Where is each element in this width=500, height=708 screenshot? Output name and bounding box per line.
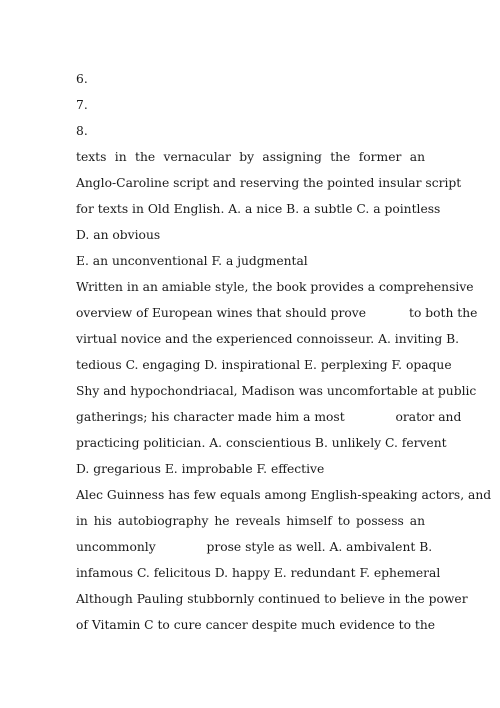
text-line: Written in an amiable style, the book provides a comprehensive: [76, 280, 474, 294]
question-number-8: 8.: [76, 124, 88, 138]
answer-choice-line: D. gregarious E. improbable F. effective: [76, 462, 325, 476]
question-number-7: 7.: [76, 98, 88, 112]
text-line: of Vitamin C to cure cancer despite much evidence to the: [76, 618, 436, 632]
text-line: virtual novice and the experienced connoisseur. A. inviting B.: [76, 332, 460, 346]
text-line-with-blank: uncommonly prose style as well. A. ambivalent B.: [76, 540, 433, 554]
text-line: texts in the vernacular by assigning the former an: [76, 150, 425, 164]
text-line: practicing politician. A. conscientious B. unlikely C. fervent: [76, 436, 447, 450]
text-line: Anglo-Caroline script and reserving the pointed insular script: [76, 176, 462, 190]
text-line: tedious C. engaging D. inspirational E. perplexing F. opaque: [76, 358, 452, 372]
text-line: Shy and hypochondriacal, Madison was uncomfortable at public: [76, 384, 477, 398]
text-line: Alec Guinness has few equals among English-speaking actors, and: [76, 488, 492, 502]
answer-choice-line: infamous C. felicitous D. happy E. redundant F. ephemeral: [76, 566, 441, 580]
text-line-with-blank: gatherings; his character made him a most orator and: [76, 410, 462, 424]
text-line: for texts in Old English. A. a nice B. a subtle C. a pointless: [76, 202, 441, 216]
text-line: in his autobiography he reveals himself to possess an: [76, 514, 425, 528]
document-page: [76, 66, 492, 638]
answer-choice-line: D. an obvious: [76, 228, 161, 242]
text-line-with-blank: overview of European wines that should prove to both the: [76, 306, 478, 320]
text-line: Although Pauling stubbornly continued to believe in the power: [76, 592, 468, 606]
question-number-6: 6.: [76, 72, 88, 86]
answer-choice-line: E. an unconventional F. a judgmental: [76, 254, 308, 268]
